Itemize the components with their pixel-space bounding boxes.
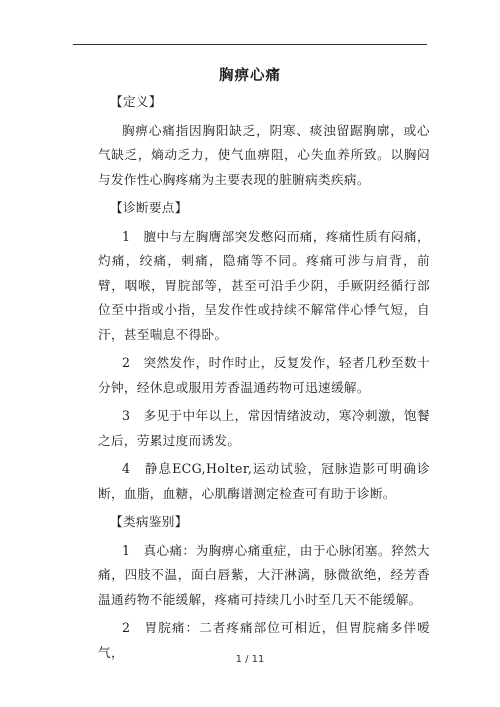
section-heading-differential: 【类病鉴别】 — [110, 514, 188, 529]
section-heading-diagnosis: 【诊断要点】 — [110, 200, 188, 215]
differential-item: 2 胃脘痛：二者疼痛部位可相近，但胃脘痛多伴嗳气， — [98, 620, 430, 660]
diagnosis-item: 2 突然发作，时作时止，反复发作，轻者几秒至数十分钟，经休息或服用芳香温通药物可迅速缓解。 — [98, 355, 430, 395]
header-rule — [73, 44, 427, 45]
diagnosis-item: 4 静息ECG,Holter,运动试验，冠脉造影可明确诊断，血脂，血糖，心肌酶谱测定检查可有助于诊断。 — [98, 461, 430, 501]
diagnosis-item: 3 多见于中年以上，常因情绪波动，寒冷刺激，饱餐之后，劳累过度而诱发。 — [98, 408, 430, 448]
definition-paragraph: 胸痹心痛指因胸阳缺乏，阴寒、痰浊留踞胸廓，或心气缺乏，熵动乏力，使气血痹阻，心失血养所致。以胸闷与发作性心胸疼痛为主要表现的脏腑病类疾病。 — [98, 122, 430, 187]
diagnosis-item: 1 膻中与左胸膺部突发憋闷而痛，疼痛性质有闷痛，灼痛，绞痛，刺痛，隐痛等不同。疼痛可涉与肩背，前臂，咽喉，胃脘部等，甚至可沿手少阴，手厥阴经循行部位至中指或小指，呈发作性或持续不解常伴心悸气短，自汗，甚至喘息不得卧。 — [98, 228, 430, 342]
differential-item: 1 真心痛：为胸痹心痛重症，由于心脉闭塞。猝然大痛，四肢不温，面白唇紫，大汗淋漓，脉微欲绝，经芳香温通药物不能缓解，疼痛可持续几小时至几天不能缓解。 — [98, 542, 430, 607]
section-heading-definition: 【定义】 — [110, 94, 162, 109]
page-number: 1 / 11 — [235, 654, 265, 665]
document-title: 胸痹心痛 — [219, 67, 281, 84]
document-body — [98, 90, 430, 665]
